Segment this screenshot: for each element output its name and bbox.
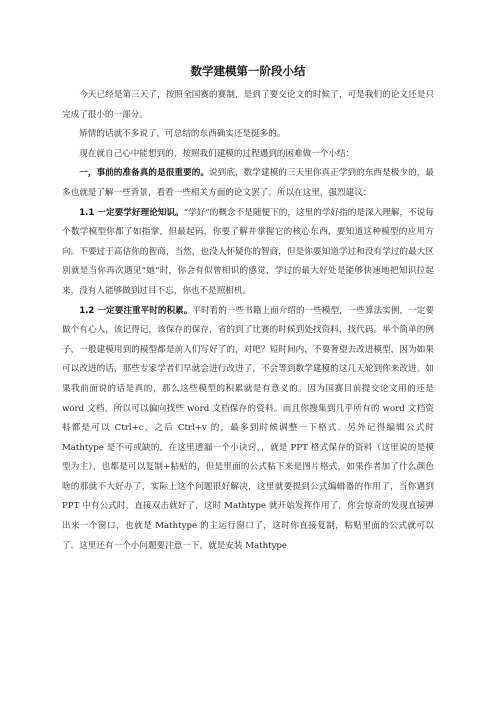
document-page	[62, 62, 434, 556]
paragraph	[62, 164, 434, 203]
section-heading: 一，事前的准备真的是很重要的。	[79, 168, 210, 179]
paragraph-text: 平时看的一些书籍上面介绍的一些模型，一些算法实例，一定要做个有心人，该记得记，该保存的保存，省的到了比赛的时候到处找资料，找代码。举个简单的例子，一般建模用到的模型都是前人们写好了的，对吧？短时间内，不要奢望去改进模型，因为如果可以改进的话，那些专家学者们早就会进行改进了，不会等到数学建模的这几天轮到你来改进。如果我前面说的话是真的，那么这些模型的积累就是有意义的。因为国赛目前提交论文用的还是 word 文档，所以可以偏向找些 word 文档保存的资料。而且你搜集到几乎所有的 word 文档资料都是可以 Ctrl+c，之后 Ctrl+v 的，最多到时候调整一下格式。另外记得编辑公式时 Mathtype 是不可或缺的，在这里透漏一个小诀窍，，就是 PPT 格式保存的资料（这里说的是模型为主），也都是可以复制+粘贴的，但是里面的公式粘下来是图片格式，如果作者加了什么颜色啥的那就不大好办了，实际上这个问题很好解决，这里就要提到公式编辑器的作用了，当你遇到 PPT 中有公式时，直接双击就好了，这时 Mathtype 就开始发挥作用了，你会惊奇的发现直接弹出来一个窗口，也就是 Mathtype 的主运行窗口了，这时你直接复制，粘贴里面的公式就可以了。这里还有一个小问题要注意一下，就是安装 Mathtype	[62, 305, 434, 551]
paragraph	[62, 302, 434, 557]
paragraph	[62, 204, 434, 302]
paragraph-text: 今天已经是第三天了，按照全国赛的赛制，是到了要交论文的时候了，可是我们的论文还是只完成了很小的一部分。	[62, 90, 434, 120]
paragraph-text: “学好”的概念不是随便下的，这里的学好指的是深入理解，不说每个数学模型你都了如指掌，但最起码，你要了解并掌握它的核心东西，要知道这种模型的应用方向。不要过于高估你的智商，当然，也没人怀疑你的智商，但是你要知道学过和没有学过的最大区别就是当你再次遇见“她“时，你会有似曾相识的感觉，学过的最大好处是能够快速地把知识拉起来，没有人能够做到过目不忘，你也不是照相机。	[62, 207, 434, 296]
paragraph-text: 矫情的话就不多说了，可总结的东西确实还是挺多的。	[79, 129, 286, 140]
paragraph	[62, 86, 434, 125]
paragraph-text: 说到底，数学建模的三天里你真正学到的东西是极少的，最多也就是了解一些背景，看看一些相关方面的论文罢了。所以在这里，强烈建议：	[62, 168, 434, 198]
document-title: 数学建模第一阶段小结	[190, 64, 306, 78]
paragraph	[62, 125, 434, 145]
subsection-heading: 1.2 一定要注重平时的积累。	[79, 305, 193, 316]
subsection-heading: 1.1 一定要学好理论知识。	[79, 207, 184, 218]
paragraph-text: 现在就自己心中能想到的，按照我们建模的过程遇到的困难做一个小结：	[79, 148, 355, 159]
paragraph	[62, 145, 434, 165]
